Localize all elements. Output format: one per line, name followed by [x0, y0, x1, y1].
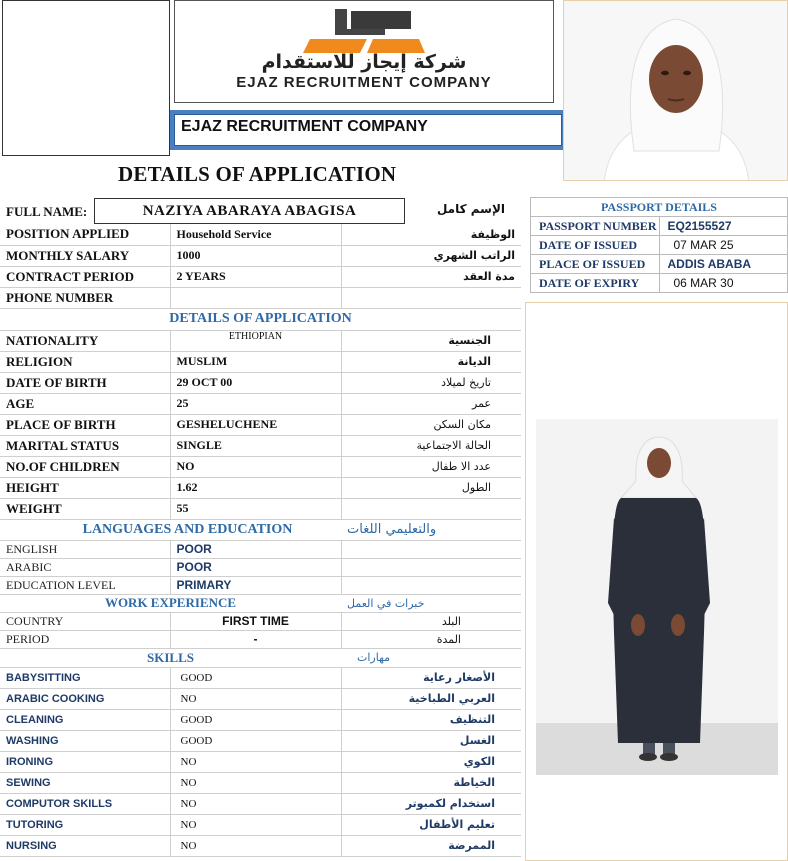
row-value: NO [170, 751, 341, 772]
row-label: ENGLISH [0, 540, 170, 558]
row-label: NO.OF CHILDREN [0, 456, 170, 477]
row-label-ar: الديانة [341, 351, 521, 372]
row-label: BABYSITTING [0, 667, 170, 688]
empty-photo-box [2, 0, 170, 156]
row-label-ar: تاريخ لميلاد [341, 372, 521, 393]
details-row [0, 456, 521, 477]
language-row [0, 576, 521, 594]
row-label-ar: الراتب الشهري [341, 245, 521, 266]
row-value: GESHELUCHENE [170, 414, 341, 435]
row-label-ar: عمر [341, 393, 521, 414]
details-row [0, 498, 521, 519]
row-value: 2 YEARS [170, 266, 341, 287]
row-label: COUNTRY [0, 612, 170, 630]
row-value: ETHIOPIAN [170, 330, 341, 351]
language-row [0, 540, 521, 558]
languages-heading-ar: والتعليمي اللغات [341, 519, 521, 540]
details-row [0, 477, 521, 498]
row-label-ar: الأصغار رعاية [341, 667, 521, 688]
skill-row [0, 667, 521, 688]
passport-heading: PASSPORT DETAILS [531, 198, 788, 217]
skills-heading-ar: مهارات [341, 648, 521, 667]
passport-row [531, 217, 788, 236]
row-value: FIRST TIME [170, 612, 341, 630]
skill-row [0, 835, 521, 856]
passport-value: 06 MAR 30 [659, 274, 788, 293]
passport-value: ADDIS ABABA [659, 255, 788, 274]
row-label-ar: الجنسية [341, 330, 521, 351]
row-label-ar: الوظيفة [341, 224, 521, 245]
row-label: MARITAL STATUS [0, 435, 170, 456]
work-row [0, 612, 521, 630]
passport-label: DATE OF EXPIRY [531, 274, 660, 293]
row-label-ar: الغسل [341, 730, 521, 751]
work-heading-ar: خبرات في العمل [341, 594, 521, 612]
row-value: GOOD [170, 709, 341, 730]
row-label-ar: العربي الطباخية [341, 688, 521, 709]
skill-row [0, 709, 521, 730]
passport-table [530, 197, 788, 293]
row-value: PRIMARY [170, 576, 341, 594]
row-label-ar: مكان السكن [341, 414, 521, 435]
row-label-ar: الكوي [341, 751, 521, 772]
row-label-ar: عدد الا طفال [341, 456, 521, 477]
row-label: AGE [0, 393, 170, 414]
skill-row [0, 793, 521, 814]
details-row [0, 372, 521, 393]
passport-value: 07 MAR 25 [659, 236, 788, 255]
row-value: 1.62 [170, 477, 341, 498]
row-label: NURSING [0, 835, 170, 856]
full-name-value: NAZIYA ABARAYA ABAGISA [94, 198, 405, 224]
logo-text-ar: شركة إيجاز للاستقدام [261, 51, 467, 73]
row-label: NATIONALITY [0, 330, 170, 351]
row-label: SEWING [0, 772, 170, 793]
section-heading [0, 648, 521, 667]
row-label: IRONING [0, 751, 170, 772]
row-label: CONTRACT PERIOD [0, 266, 170, 287]
basic-row [0, 224, 521, 245]
passport-value: EQ2155527 [659, 217, 788, 236]
basic-row [0, 266, 521, 287]
row-label: RELIGION [0, 351, 170, 372]
row-value: GOOD [170, 730, 341, 751]
applicant-headshot [563, 0, 788, 181]
row-label-ar: الحالة الاجتماعية [341, 435, 521, 456]
section-heading [0, 519, 521, 540]
row-value: MUSLIM [170, 351, 341, 372]
passport-label: PLACE OF ISSUED [531, 255, 660, 274]
row-value: NO [170, 835, 341, 856]
passport-row [531, 236, 788, 255]
section-heading [0, 594, 521, 612]
row-label-ar: التنظيف [341, 709, 521, 730]
basic-row [0, 245, 521, 266]
passport-row [531, 274, 788, 293]
row-label: PLACE OF BIRTH [0, 414, 170, 435]
row-value: NO [170, 688, 341, 709]
row-label: ARABIC [0, 558, 170, 576]
row-value: SINGLE [170, 435, 341, 456]
row-value: GOOD [170, 667, 341, 688]
row-label: ARABIC COOKING [0, 688, 170, 709]
row-label: EDUCATION LEVEL [0, 576, 170, 594]
row-label-ar: استخدام لكمبوتر [341, 793, 521, 814]
row-label: WEIGHT [0, 498, 170, 519]
row-label: POSITION APPLIED [0, 224, 170, 245]
row-value: NO [170, 793, 341, 814]
passport-row [531, 255, 788, 274]
row-value: NO [170, 814, 341, 835]
skill-row [0, 751, 521, 772]
row-value: POOR [170, 558, 341, 576]
row-empty [341, 558, 521, 576]
row-label-ar: تعليم الأطفال [341, 814, 521, 835]
row-label: WASHING [0, 730, 170, 751]
row-label: CLEANING [0, 709, 170, 730]
details-row [0, 330, 521, 351]
skill-row [0, 730, 521, 751]
row-label-ar: المدة [341, 630, 521, 648]
row-label-ar: الطول [341, 477, 521, 498]
details-row [0, 435, 521, 456]
row-label: COMPUTOR SKILLS [0, 793, 170, 814]
row-label-ar: مدة العقد [341, 266, 521, 287]
details-row [0, 393, 521, 414]
company-logo [174, 0, 554, 103]
row-label: DATE OF BIRTH [0, 372, 170, 393]
row-empty [341, 540, 521, 558]
row-label: PHONE NUMBER [0, 287, 170, 308]
row-value: Household Service [170, 224, 341, 245]
row-value: - [170, 630, 341, 648]
skill-row [0, 814, 521, 835]
row-value: NO [170, 456, 341, 477]
row-label: PERIOD [0, 630, 170, 648]
row-value [170, 287, 341, 308]
row-value: POOR [170, 540, 341, 558]
basic-row [0, 287, 521, 308]
row-label-ar: البلد [341, 612, 521, 630]
row-value: NO [170, 772, 341, 793]
full-name-label-ar: الإسم كامل [436, 202, 505, 216]
row-label: HEIGHT [0, 477, 170, 498]
applicant-full-body-photo [525, 302, 788, 861]
page-title: DETAILS OF APPLICATION [118, 162, 397, 186]
row-value: 55 [170, 498, 341, 519]
row-label-ar [341, 287, 521, 308]
skills-heading: SKILLS [0, 648, 341, 667]
row-label: MONTHLY SALARY [0, 245, 170, 266]
passport-label: PASSPORT NUMBER [531, 217, 660, 236]
work-row [0, 630, 521, 648]
row-label-ar: الخياطة [341, 772, 521, 793]
work-heading: WORK EXPERIENCE [0, 594, 341, 612]
skill-row [0, 772, 521, 793]
section-heading [0, 308, 521, 330]
passport-label: DATE OF ISSUED [531, 236, 660, 255]
row-value: 1000 [170, 245, 341, 266]
languages-heading: LANGUAGES AND EDUCATION [0, 519, 341, 540]
details-heading: DETAILS OF APPLICATION [0, 308, 521, 330]
application-table [0, 224, 521, 857]
full-name-label: FULL NAME: [6, 204, 88, 219]
row-empty [341, 576, 521, 594]
company-name: EJAZ RECRUITMENT COMPANY [174, 114, 562, 146]
details-row [0, 351, 521, 372]
row-label-ar [341, 498, 521, 519]
language-row [0, 558, 521, 576]
row-label: TUTORING [0, 814, 170, 835]
company-name-banner [170, 110, 566, 150]
logo-text-en: EJAZ RECRUITMENT COMPANY [236, 74, 492, 91]
row-label-ar: الممرضة [341, 835, 521, 856]
row-value: 29 OCT 00 [170, 372, 341, 393]
row-value: 25 [170, 393, 341, 414]
details-row [0, 414, 521, 435]
skill-row [0, 688, 521, 709]
